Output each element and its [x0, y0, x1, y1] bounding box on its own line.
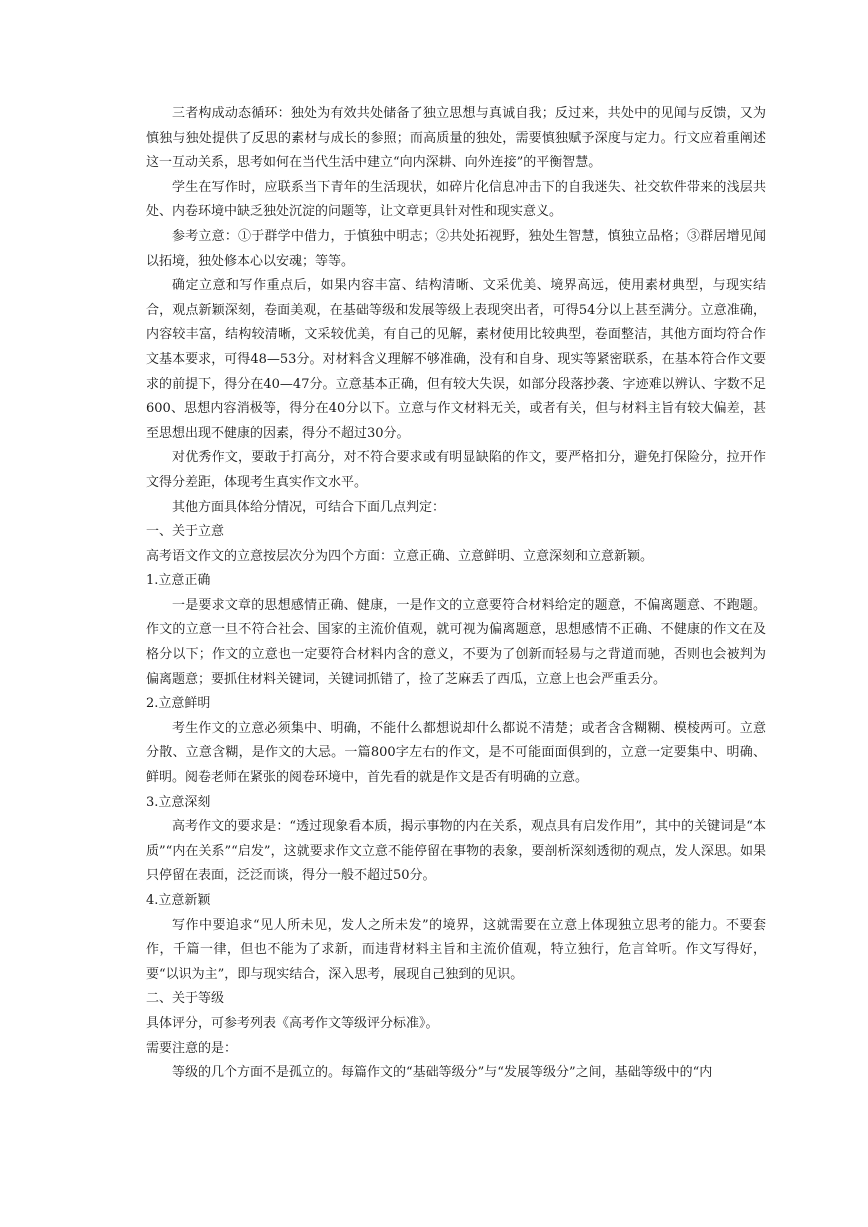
paragraph-grade-aspects: 等级的几个方面不是孤立的。每篇作文的“基础等级分”与“发展等级分”之间，基础等级中的“内: [172, 1065, 713, 1081]
paragraph-scoring-criteria: 确定立意和写作重点后，如果内容丰富、结构清晰、文采优美、境界高远，使用素材典型，与现实结合，观点新颖深刻，卷面美观，在基础等级和发展等级上表现突出者，可得54分以上甚至满分。立意准确，内容较丰富，结构较清晰，文采较优美，有自己的见解，素材使用比较典型，卷面整洁，其他方面均符合作文基本要求，可得48—53分。对材料含义理解不够准确，没有和自身、现实等紧密联系，在基本符合作文要求的前提下，得分在40—47分。立意基本正确，但有较大失误，如部分段落抄袭、字迹难以辨认、字数不足600、思想内容消极等，得分在40分以下。立意与作文材料无关，或者有关，但与材料主旨有较大偏差，甚至思想出现不健康的因素，得分不超过30分。: [146, 278, 766, 441]
subheading-theme-clear: 2.立意鲜明: [146, 696, 211, 712]
heading-theme: 一、关于立意: [146, 524, 225, 540]
subheading-theme-correct: 1.立意正确: [146, 573, 211, 589]
paragraph-theme-correct: 一是要求文章的思想感情正确、健康，一是作文的立意要符合材料给定的题意，不偏离题意、不跑题。作文的立意一旦不符合社会、国家的主流价值观，就可视为偏离题意，思想感情不正确、不健康的作文在及格分以下；作文的立意也一定要符合材料内含的意义，不要为了创新而轻易与之背道而驰，否则也会被判为偏离题意；要抓住材料关键词，关键词抓错了，捡了芝麻丢了西瓜，立意上也会严重丢分。: [146, 597, 766, 687]
paragraph-theme-novel: 写作中要追求“见人所未见，发人之所未发”的境界，这就需要在立意上体现独立思考的能力。不要套作，千篇一律，但也不能为了求新，而违背材料主旨和主流价值观，特立独行，危言耸听。作文写得好，要“以识为主”，即与现实结合，深入思考，展现自己独到的见识。: [146, 917, 766, 982]
subheading-theme-novel: 4.立意新颖: [146, 893, 211, 908]
paragraph-cycle: 三者构成动态循环：独处为有效共处储备了独立思想与真诚自我；反过来，共处中的见闻与反馈，又为慎独与独处提供了反思的素材与成长的参照；而高质量的独处，需要慎独赋予深度与定力。行文应着重阐述这一互动关系，思考如何在当代生活中建立“向内深耕、向外连接”的平衡智慧。: [146, 106, 766, 171]
paragraph-excellent-essays: 对优秀作文，要敢于打高分，对不符合要求或有明显缺陷的作文，要严格扣分，避免打保险分，拉开作文得分差距，体现考生真实作文水平。: [146, 450, 766, 490]
paragraph-reference-themes: 参考立意：①于群学中借力，于慎独中明志；②共处拓视野，独处生智慧，慎独立品格；③群居增见闻以拓境，独处修本心以安魂；等等。: [146, 228, 766, 269]
paragraph-grade-reference: 具体评分，可参考列表《高考作文等级评分标准》。: [146, 1015, 439, 1031]
subheading-theme-deep: 3.立意深刻: [146, 794, 211, 810]
heading-grades: 二、关于等级: [146, 991, 225, 1007]
paragraph-theme-clear: 考生作文的立意必须集中、明确，不能什么都想说却什么都说不清楚；或者含含糊糊、模棱两可。立意分散、立意含糊，是作文的大忌。一篇800字左右的作文，是不可能面面俱到的，立意一定要集中、明确、鲜明。阅卷老师在紧张的阅卷环境中，首先看的就是作文是否有明确的立意。: [146, 720, 766, 786]
paragraph-note-label: 需要注意的是：: [146, 1040, 238, 1056]
paragraph-other-aspects: 其他方面具体给分情况，可结合下面几点判定：: [172, 499, 446, 515]
paragraph-theme-levels: 高考语文作文的立意按层次分为四个方面：立意正确、立意鲜明、立意深刻和立意新颖。: [146, 548, 654, 564]
paragraph-writing-advice: 学生在写作时，应联系当下青年的生活现状，如碎片化信息冲击下的自我迷失、社交软件带来的浅层共处、内卷环境中缺乏独处沉淀的问题等，让文章更具针对性和现实意义。: [146, 179, 766, 220]
paragraph-theme-deep: 高考作文的要求是：“透过现象看本质，揭示事物的内在关系，观点具有启发作用”，其中的关键词是“本质”“内在关系”“启发”，这就要求作文立意不能停留在事物的表象，要剖析深刻透彻的观点，发人深思。如果只停留在表面，泛泛而谈，得分一般不超过50分。: [146, 819, 766, 884]
document-body: [146, 102, 766, 1086]
